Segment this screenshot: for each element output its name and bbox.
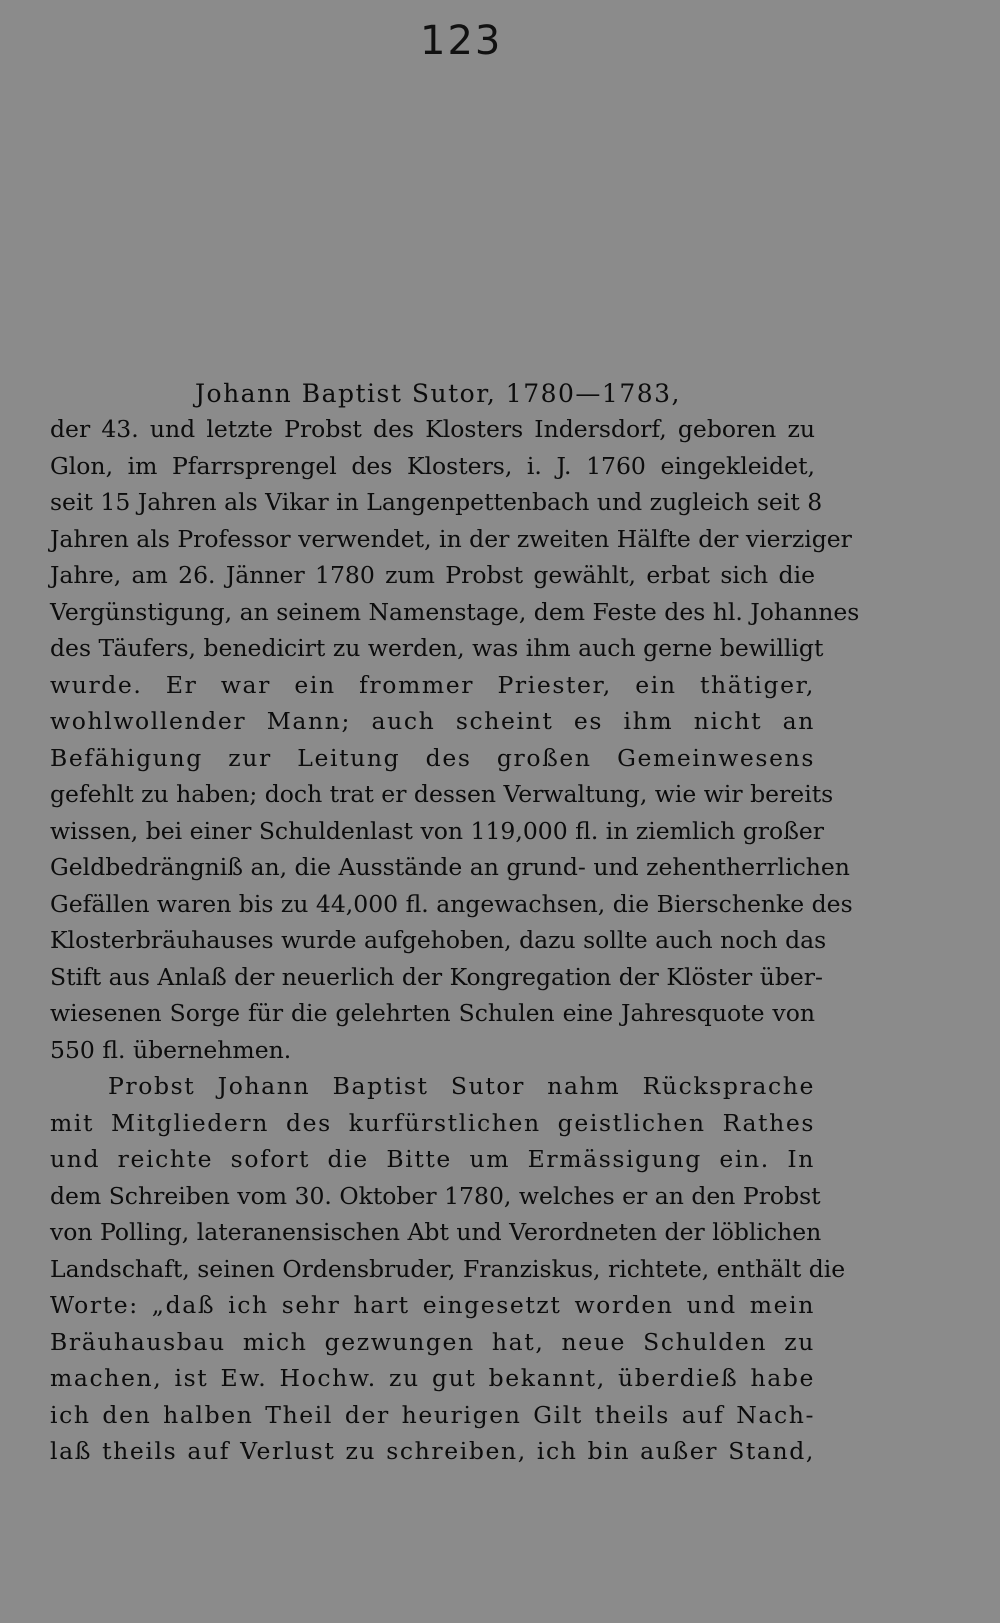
text-line: 550 fl. übernehmen.	[50, 1036, 292, 1064]
text-line: mit Mitgliedern des kurfürstlichen geistlichen Rathes	[50, 1109, 815, 1137]
text-line: Bräuhausbau mich gezwungen hat, neue Schulden zu	[50, 1328, 815, 1356]
text-line: Glon, im Pfarrsprengel des Klosters, i. J. 1760 eingekleidet,	[50, 452, 815, 480]
text-line: wiesenen Sorge für die gelehrten Schulen eine Jahresquote von	[50, 999, 815, 1027]
text-line: Worte: „daß ich sehr hart eingesetzt worden und mein	[50, 1291, 815, 1319]
text-line: der 43. und letzte Probst des Klosters Indersdorf, geboren zu	[50, 415, 815, 443]
text-line: Jahren als Professor verwendet, in der zweiten Hälfte der vierziger	[50, 525, 852, 553]
text-line: Landschaft, seinen Ordensbruder, Franziskus, richtete, enthält die	[50, 1255, 846, 1283]
text-line: Vergünstigung, an seinem Namenstage, dem Feste des hl. Johannes	[50, 598, 860, 626]
text-line: laß theils auf Verlust zu schreiben, ich bin außer Stand,	[50, 1437, 815, 1465]
text-line: ich den halben Theil der heurigen Gilt theils auf Nach-	[50, 1401, 815, 1429]
text-line: gefehlt zu haben; doch trat er dessen Verwaltung, wie wir bereits	[50, 780, 834, 808]
paragraph-first-line: Probst Johann Baptist Sutor nahm Rücksprache	[108, 1072, 815, 1100]
text-line: dem Schreiben vom 30. Oktober 1780, welches er an den Probst	[50, 1182, 821, 1210]
text-line: und reichte sofort die Bitte um Ermässigung ein. In	[50, 1145, 815, 1173]
text-line: seit 15 Jahren als Vikar in Langenpettenbach und zugleich seit 8	[50, 488, 823, 516]
text-line: Klosterbräuhauses wurde aufgehoben, dazu sollte auch noch das	[50, 926, 827, 954]
text-line: Jahre, am 26. Jänner 1780 zum Probst gewählt, erbat sich die	[50, 561, 815, 589]
text-line: wohlwollender Mann; auch scheint es ihm nicht an	[50, 707, 815, 735]
text-line: von Polling, lateranensischen Abt und Verordneten der löblichen	[50, 1218, 822, 1246]
text-line: Geldbedrängniß an, die Ausstände an grund- und zehentherrlichen	[50, 853, 850, 881]
section-heading: Johann Baptist Sutor, 1780—1783,	[195, 379, 681, 408]
handwritten-page-number: 123	[420, 18, 503, 64]
text-line: Stift aus Anlaß der neuerlich der Kongregation der Klöster über-	[50, 963, 823, 991]
text-line: wurde. Er war ein frommer Priester, ein thätiger,	[50, 671, 815, 699]
text-line: des Täufers, benedicirt zu werden, was ihm auch gerne bewilligt	[50, 634, 824, 662]
text-line: Gefällen waren bis zu 44,000 fl. angewachsen, die Bierschenke des	[50, 890, 853, 918]
text-line: Befähigung zur Leitung des großen Gemeinwesens	[50, 744, 815, 772]
text-line: machen, ist Ew. Hochw. zu gut bekannt, überdieß habe	[50, 1364, 815, 1392]
text-line: wissen, bei einer Schuldenlast von 119,000 fl. in ziemlich großer	[50, 817, 825, 845]
